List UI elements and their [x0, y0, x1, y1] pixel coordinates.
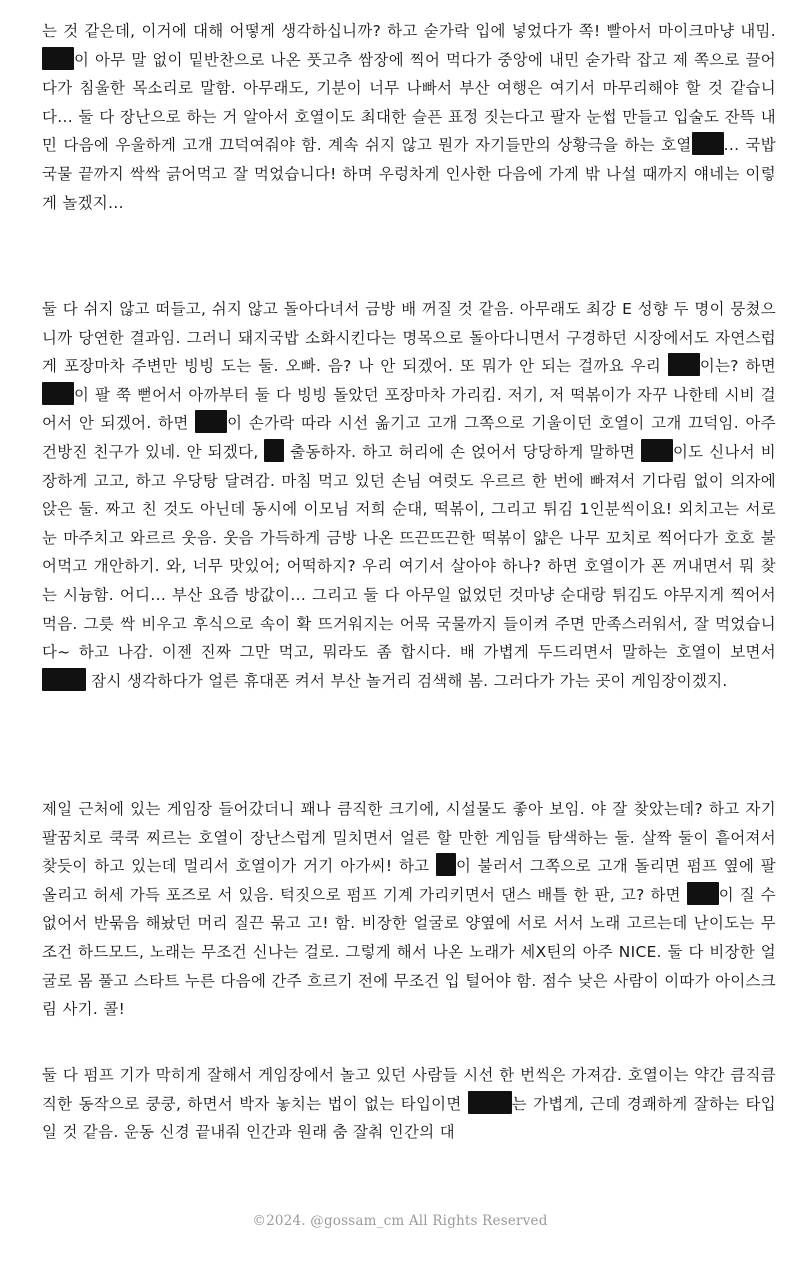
paragraph-4 — [42, 1061, 776, 1147]
redaction-box — [195, 410, 227, 433]
paragraph-1 — [42, 17, 776, 217]
paragraph-text: 잠시 생각하다가 얼른 휴대폰 켜서 부산 놀거리 검색해 봄. 그러다가 가는 곳이 게임장이겠지. — [86, 671, 728, 690]
redaction-box — [436, 853, 456, 876]
paragraph-text: 이 아무 말 없이 밑반찬으로 나온 풋고추 쌈장에 찍어 먹다가 중앙에 내민 숟가락 잡고 제 쪽으로 끌어다가 침울한 목소리로 말함. 아무래도, 기분이 너무 나빠서 부산 여행은 여기서 마무리해야 할 것 같습니다... 둘 다 장난으로 하는 거 알아서 호열이도 최대한 슬픈 표정 짓는다고 팔자 눈썹 만들고 입술도 잔뜩 내민 다음에 우울하게 고개 끄덕여줘야 함. 계속 쉬지 않고 뭔가 자기들만의 상황극을 하는 호열 — [42, 50, 776, 155]
paragraph-text: 둘 다 펌프 기가 막히게 잘해서 게임장에서 놀고 있던 사람들 시선 한 번씩은 가져감. 호열이는 약간 큼직큼직한 동작으로 쿵쿵, 하면서 박자 놓치는 법이 없는 타입이면 — [42, 1066, 776, 1113]
redaction-box — [468, 1091, 512, 1114]
paragraph-text: 출동하자. 하고 허리에 손 얹어서 당당하게 말하면 — [284, 442, 641, 461]
paragraph-text: ... 국밥 국물 끝까지 싹싹 긁어먹고 잘 먹었습니다! 하며 우렁차게 인사한 다음에 가게 밖 나설 때까지 얘네는 이렇게 놀겠지... — [42, 136, 776, 212]
copyright-footer: ©2024. @gossam_cm All Rights Reserved — [252, 1213, 548, 1229]
redaction-box — [42, 382, 74, 405]
redaction-box — [42, 47, 74, 70]
paragraph-2 — [42, 295, 776, 695]
paragraph-text: 는 가볍게, 근데 경쾌하게 잘하는 타입일 것 같음. 운동 신경 끝내줘 인간과 원래 춤 잘춰 인간의 대 — [42, 1094, 776, 1142]
paragraph-text: 이 손가락 따라 시선 옮기고 고개 그쪽으로 기울이던 호열이 고개 끄덕임. 아주 건방진 친구가 있네. 안 되겠다, — [42, 414, 776, 461]
redaction-box — [42, 668, 86, 691]
paragraph-text: 이 불러서 그쪽으로 고개 돌리면 펌프 옆에 팔 올리고 허세 가득 포즈로 서 있음. 턱짓으로 펌프 기계 가리키면서 댄스 배틀 한 판, 고? 하면 — [42, 857, 776, 904]
redaction-box — [641, 439, 673, 462]
paragraph-text: 이 팔 쭉 뻗어서 아까부터 둘 다 빙빙 돌았던 포장마차 가리킴. 저기, 저 떡볶이가 자꾸 나한테 시비 걸어서 안 되겠어. 하면 — [42, 385, 776, 433]
paragraph-text: 이는? 하면 — [699, 357, 776, 376]
paragraph-text: 이도 신나서 비장하게 고고, 하고 우당탕 달려감. 마침 먹고 있던 손님 여럿도 우르르 한 번에 빠져서 기다림 없이 의자에 앉은 둘. 짜고 친 것도 아닌데 동시에 이모님 저희 순대, 떡볶이, 그리고 튀김 1인분씩이요! 외치고는 서로 눈 마주치고 와르르 웃음. 웃음 가득하게 금방 나온 뜨끈뜨끈한 떡볶이 얇은 나무 꼬치로 찍어다가 호호 불어먹고 개안하기. 와, 너무 맛있어; 어떡하지? 우리 여기서 살아야 하나? 하면 호열이가 폰 꺼내면서 뭐 찾는 시늉함. 어디... 부산 요즘 방값이... 그리고 둘 다 아무일 없었던 것마냥 순대랑 튀김도 야무지게 찍어서 먹음. 그릇 싹 비우고 후식으로 속이 확 뜨거워지는 어묵 국물까지 들이켜 주면 만족스러워서, 잘 먹었습니다~ 하고 나감. 이젠 진짜 그만 먹고, 뭐라도 좀 합시다. 배 가볍게 두드리면서 말하는 호열이 보면서 — [42, 442, 777, 662]
redaction-box — [668, 353, 700, 376]
paragraph-3 — [42, 795, 776, 1024]
redaction-box — [692, 132, 724, 155]
paragraph-text: 제일 근처에 있는 게임장 들어갔더니 꽤나 큼직한 크기에, 시설물도 좋아 보임. 야 잘 찾았는데? 하고 자기 팔꿈치로 쿡쿡 찌르는 호열이 장난스럽게 밀치면서 얼른 할 만한 게임들 탐색하는 둘. 살짝 둘이 흩어져서 찾듯이 하고 있는데 멀리서 호열이가 거기 아가씨! 하고 — [42, 800, 776, 876]
redaction-box — [264, 439, 284, 462]
paragraph-text: 둘 다 쉬지 않고 떠들고, 쉬지 않고 돌아다녀서 금방 배 꺼질 것 같음. 아무래도 최강 E 성향 두 명이 뭉쳤으니까 당연한 결과임. 그러니 돼지국밥 소화시킨다는 명목으로 돌아다니면서 구경하던 시장에서도 자연스럽게 포장마차 주변만 빙빙 도는 둘. 오빠. 음? 나 안 되겠어. 또 뭐가 안 되는 걸까요 우리 — [42, 300, 776, 376]
paragraph-text: 이 질 수 없어서 반묶음 해놨던 머리 질끈 묶고 고! 함. 비장한 얼굴로 양옆에 서로 서서 노래 고르는데 난이도는 무조건 하드모드, 노래는 무조건 신나는 걸로. 그렇게 해서 나온 노래가 세X틴의 아주 NICE. 둘 다 비장한 얼굴로 몸 풀고 스타트 누른 다음에 간주 흐르기 전에 무조건 입 털어야 함. 점수 낮은 사람이 이따가 아이스크림 사기. 콜! — [42, 885, 776, 1019]
redaction-box — [687, 882, 719, 905]
paragraph-text: 는 것 같은데, 이거에 대해 어떻게 생각하십니까? 하고 숟가락 입에 넣었다가 쪽! 빨아서 마이크마냥 내밈. — [42, 22, 776, 40]
